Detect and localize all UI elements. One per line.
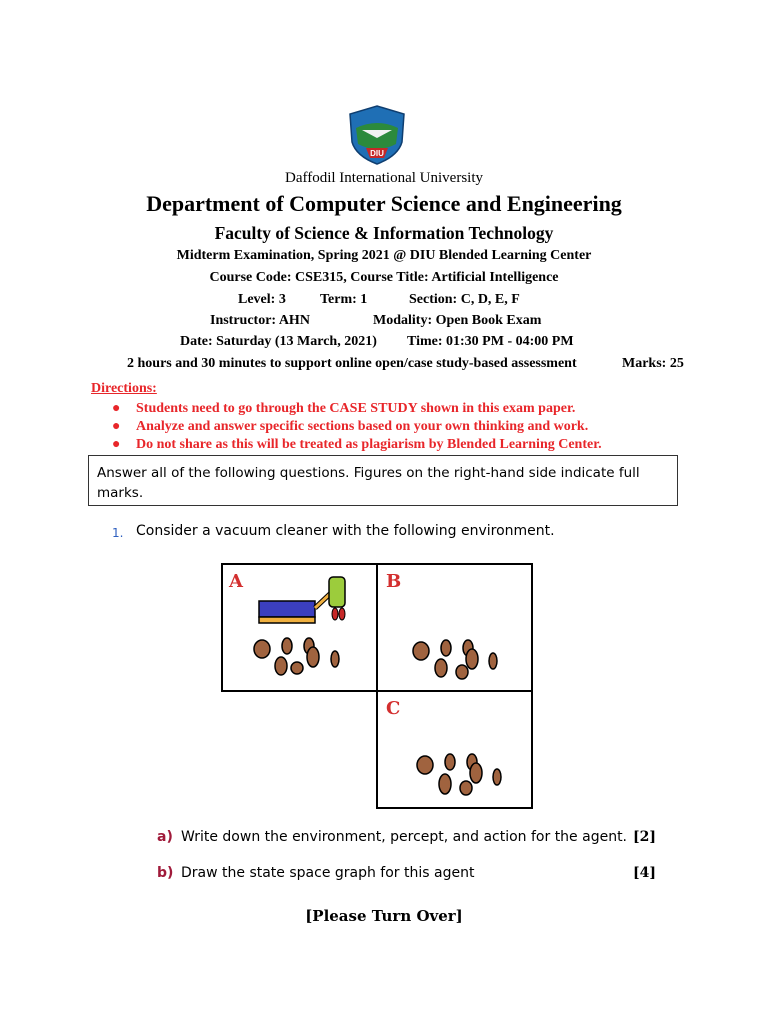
instructor-text: Instructor: AHN <box>210 313 310 328</box>
instructions-line-2: marks. <box>97 485 144 501</box>
instructions-box <box>88 455 678 506</box>
direction-text: Students need to go through the CASE STUDY shown in this exam paper. <box>136 401 576 416</box>
level-text: Level: 3 <box>238 292 286 307</box>
sub-question-b <box>157 865 677 885</box>
university-name: Daffodil International University <box>284 170 483 186</box>
direction-text: Do not share as this will be treated as plagiarism by Blended Learning Center. <box>136 437 602 452</box>
course-line: Course Code: CSE315, Course Title: Artificial Intelligence <box>209 270 559 285</box>
level-term-section-line <box>0 292 768 312</box>
sub-question-label: a) <box>157 829 173 845</box>
total-marks: Marks: 25 <box>622 356 684 371</box>
direction-text: Analyze and answer specific sections based on your own thinking and work. <box>136 419 589 434</box>
sub-question-label: b) <box>157 865 174 881</box>
sub-question-text: Draw the state space graph for this agent <box>181 865 475 881</box>
date-time-line <box>0 334 768 354</box>
duration-text: 2 hours and 30 minutes to support online open/case study-based assessment <box>127 356 577 371</box>
logo-text: DIU <box>370 149 384 158</box>
sub-question-marks: [2] <box>633 829 656 845</box>
exam-line: Midterm Examination, Spring 2021 @ DIU Blended Learning Center <box>176 248 592 263</box>
room-a-label: A <box>229 571 243 592</box>
instructions-line-1: Answer all of the following questions. Figures on the right-hand side indicate full <box>97 465 640 481</box>
sub-question-marks: [4] <box>633 865 656 881</box>
room-c-label: C <box>386 698 401 719</box>
bullet-icon: ● <box>112 401 121 416</box>
university-logo <box>344 104 410 166</box>
time-text: Time: 01:30 PM - 04:00 PM <box>407 334 574 349</box>
section-text: Section: C, D, E, F <box>409 292 520 307</box>
bullet-icon: ● <box>112 419 121 434</box>
question-number: 1. <box>112 526 124 540</box>
question-text: Consider a vacuum cleaner with the following environment. <box>136 523 555 539</box>
vacuum-world-diagram <box>220 562 536 812</box>
turn-over-note: [Please Turn Over] <box>305 907 463 925</box>
room-b-label: B <box>386 571 402 592</box>
modality-text: Modality: Open Book Exam <box>373 313 542 328</box>
department-title: Department of Computer Science and Engineering <box>146 191 622 216</box>
bullet-icon: ● <box>112 437 121 452</box>
sub-question-text: Write down the environment, percept, and action for the agent. <box>181 829 628 845</box>
instructor-modality-line <box>0 313 768 333</box>
sub-question-a <box>157 829 677 849</box>
date-text: Date: Saturday (13 March, 2021) <box>180 334 377 349</box>
duration-marks-line <box>0 356 768 376</box>
term-text: Term: 1 <box>320 292 368 307</box>
directions-title: Directions: <box>91 381 157 396</box>
faculty-title: Faculty of Science & Information Technology <box>214 223 554 243</box>
